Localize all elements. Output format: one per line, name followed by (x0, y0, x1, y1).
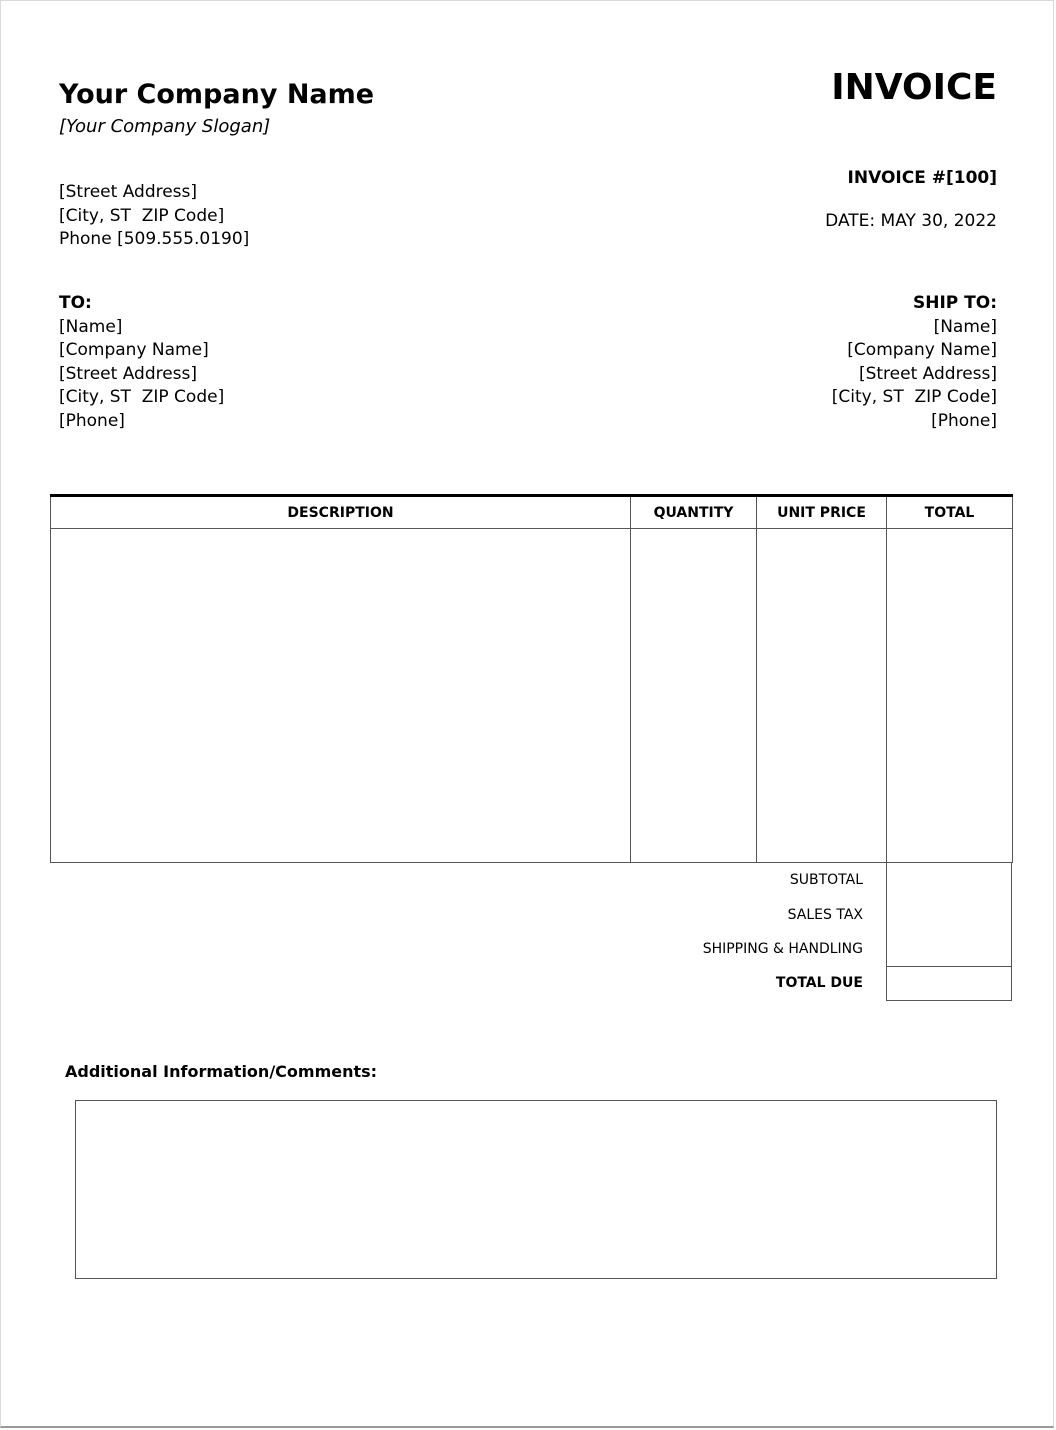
bill-to-phone: [Phone] (59, 410, 125, 431)
ship-to-city: [City, ST ZIP Code] (831, 387, 997, 408)
ship-to-phone: [Phone] (931, 410, 997, 431)
sender-street: [Street Address] (59, 182, 198, 202)
column-header-total: TOTAL (887, 496, 1013, 529)
column-header-description: DESCRIPTION (51, 496, 631, 529)
totals-values-box[interactable] (886, 863, 1012, 967)
total-due-value-box[interactable] (886, 966, 1012, 1001)
sender-phone: Phone [509.555.0190] (59, 229, 250, 250)
description-cell[interactable] (51, 529, 631, 863)
sender-city: [City, ST ZIP Code] (59, 205, 225, 226)
ship-to-name: [Name] (933, 316, 997, 337)
ship-to-block (832, 292, 997, 434)
bill-to-company: [Company Name] (59, 340, 209, 361)
document-title: INVOICE (831, 67, 997, 108)
invoice-number: INVOICE #[100] (847, 168, 997, 188)
total-cell[interactable] (887, 529, 1013, 863)
table-body-row (51, 529, 1013, 863)
ship-to-street: [Street Address] (858, 363, 997, 384)
comments-box[interactable] (75, 1100, 997, 1279)
company-slogan: [Your Company Slogan] (59, 116, 271, 137)
sales-tax-label: SALES TAX (787, 907, 863, 923)
bill-to-block (59, 292, 224, 434)
unit-price-cell[interactable] (757, 529, 887, 863)
company-name: Your Company Name (59, 79, 375, 110)
bill-to-heading: TO: (59, 293, 92, 313)
ship-to-company: [Company Name] (847, 340, 997, 361)
invoice-date: DATE: MAY 30, 2022 (825, 211, 997, 231)
bill-to-name: [Name] (59, 316, 123, 337)
subtotal-label: SUBTOTAL (789, 872, 863, 888)
total-due-label: TOTAL DUE (775, 975, 863, 991)
ship-to-heading: SHIP TO: (912, 293, 997, 313)
bill-to-city: [City, ST ZIP Code] (59, 387, 225, 408)
bill-to-street: [Street Address] (59, 363, 198, 384)
comments-heading: Additional Information/Comments: (65, 1062, 378, 1081)
table-header-row (51, 496, 1013, 529)
column-header-quantity: QUANTITY (631, 496, 757, 529)
shipping-handling-label: SHIPPING & HANDLING (702, 941, 863, 957)
column-header-unit-price: UNIT PRICE (757, 496, 887, 529)
sender-address (59, 181, 249, 252)
line-items-table (50, 494, 1013, 863)
quantity-cell[interactable] (631, 529, 757, 863)
